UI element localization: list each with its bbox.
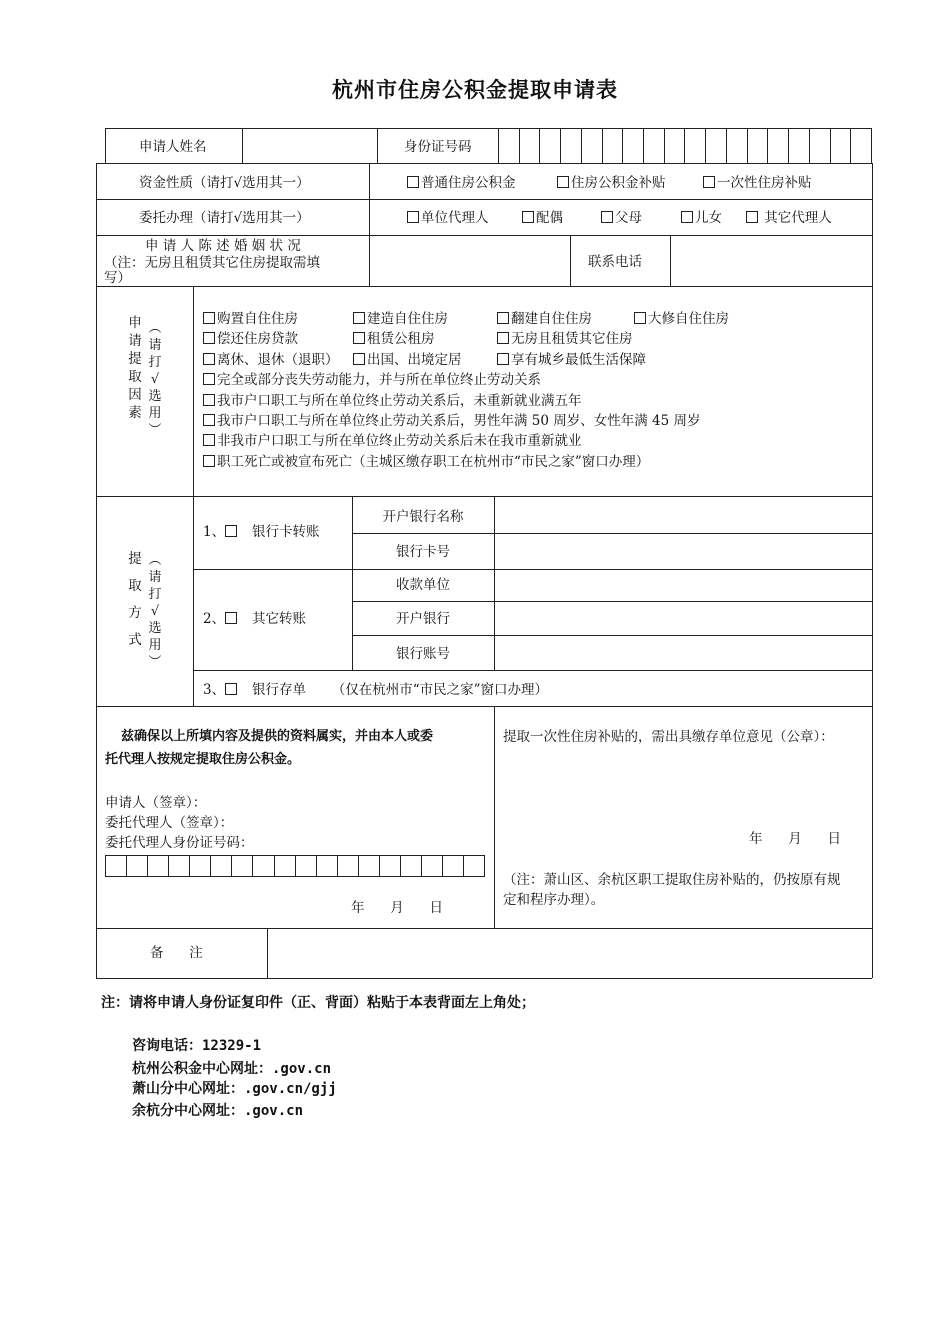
checkbox-icon [557,176,569,188]
reason-option[interactable]: 我市户口职工与所在单位终止劳动关系后，男性年满 50 周岁、女性年满 45 周岁 [203,413,701,429]
reasons-side-note: ︵ 请 打 √ 选 用 ︶ [148,321,162,438]
phone-label: 联系电话 [588,254,642,270]
reason-option[interactable]: 租赁公租房 [353,331,435,347]
fund-type-option-3[interactable]: 一次性住房补贴 [703,175,812,191]
fund-type-option-2[interactable]: 住房公积金补贴 [557,175,666,191]
fund-type-option-1[interactable]: 普通住房公积金 [407,175,516,191]
opening-bank-field[interactable] [496,603,870,633]
subsidy-note-line1: （注：萧山区、余杭区职工提取住房补贴的，仍按原有规 [503,872,841,888]
remarks-label: 备 注 [150,945,203,961]
checkbox-icon [203,414,215,426]
checkbox-icon [497,353,509,365]
reason-option[interactable]: 建造自住住房 [353,311,448,327]
applicant-signature-label: 申请人（签章）： [105,795,207,811]
footer-note: 注：请将申请人身份证复印件（正、背面）粘贴于本表背面左上角处； [101,995,535,1011]
agent-id-label: 委托代理人身份证号码： [105,835,254,851]
phone-field[interactable] [672,237,870,284]
method-side-label: 提 取 方 式 [128,551,142,648]
form-title: 杭州市住房公积金提取申请表 [332,78,618,102]
method-option-bank-card[interactable]: 1、 银行卡转账 [203,524,320,540]
payee-field[interactable] [496,571,870,599]
checkbox-icon [407,211,419,223]
reason-option[interactable]: 完全或部分丧失劳动能力，并与所在单位终止劳动关系 [203,372,541,388]
entrust-option-5[interactable]: 其它代理人 [746,210,832,226]
confirm-text-line2: 托代理人按规定提取住房公积金。 [105,752,301,767]
checkbox-icon [703,176,715,188]
id-number-label: 身份证号码 [404,139,472,155]
checkbox-icon [601,211,613,223]
entrust-option-3[interactable]: 父母 [601,210,642,226]
reason-option[interactable]: 我市户口职工与所在单位终止劳动关系后，未重新就业满五年 [203,393,582,409]
entrust-label: 委托办理（请打√选用其一） [139,210,310,226]
confirm-date: 年 月 日 [351,900,443,916]
checkbox-icon [203,455,215,467]
subsidy-note-line2: 定和程序办理）。 [503,892,605,908]
reason-option[interactable]: 偿还住房贷款 [203,331,298,347]
yh-website: 余杭分中心网址：.gov.cn [132,1103,304,1119]
checkbox-icon [746,211,758,223]
reason-option[interactable]: 翻建自住住房 [497,311,592,327]
bank-name-field[interactable] [496,498,870,531]
agent-signature-label: 委托代理人（签章）： [105,815,234,831]
checkbox-icon [203,332,215,344]
checkbox-icon [203,394,215,406]
checkbox-icon [353,353,365,365]
reason-option[interactable]: 购置自住住房 [203,311,298,327]
applicant-name-label: 申请人姓名 [139,139,207,155]
reason-option[interactable]: 出国、出境定居 [353,352,462,368]
method-option-deposit[interactable]: 3、 银行存单 （仅在杭州市“市民之家”窗口办理） [203,682,549,698]
checkbox-icon [353,332,365,344]
checkbox-icon [203,434,215,446]
bank-card-field[interactable] [496,535,870,567]
entrust-option-2[interactable]: 配偶 [522,210,563,226]
bank-name-label: 开户银行名称 [382,509,464,525]
reason-option[interactable]: 职工死亡或被宣布死亡（主城区缴存职工在杭州市“市民之家”窗口办理） [203,454,649,470]
consult-phone: 咨询电话：12329-1 [132,1038,262,1054]
reason-option[interactable]: 大修自住住房 [634,311,729,327]
entrust-option-1[interactable]: 单位代理人 [407,210,489,226]
xs-website: 萧山分中心网址：.gov.cn/gjj [132,1081,337,1097]
checkbox-icon [203,373,215,385]
marital-label-line2: （注：无房且租赁其它住房提取需填 [104,255,320,271]
checkbox-icon [225,525,237,537]
reason-option[interactable]: 离休、退休（退职） [203,352,339,368]
checkbox-icon [353,312,365,324]
checkbox-icon [497,332,509,344]
bank-card-label: 银行卡号 [396,544,450,560]
reason-option[interactable]: 享有城乡最低生活保障 [497,352,646,368]
opening-bank-label: 开户银行 [396,611,450,627]
payee-label: 收款单位 [396,577,450,593]
agent-id-boxes[interactable] [105,855,485,877]
hz-website: 杭州公积金中心网址：.gov.cn [132,1061,332,1077]
checkbox-icon [225,683,237,695]
fund-type-label: 资金性质（请打√选用其一） [139,175,310,191]
confirm-text-line1: 兹确保以上所填内容及提供的资料属实，并由本人或委 [121,729,434,744]
checkbox-icon [225,612,237,624]
method-option-other-transfer[interactable]: 2、 其它转账 [203,611,306,627]
marital-status-field[interactable] [371,237,568,284]
checkbox-icon [634,312,646,324]
reasons-side-label: 申 请 提 取 因 素 [128,315,142,421]
marital-label-line3: 写） [104,270,131,286]
checkbox-icon [522,211,534,223]
checkbox-icon [203,312,215,324]
entrust-option-4[interactable]: 儿女 [681,210,722,226]
checkbox-icon [497,312,509,324]
applicant-name-field[interactable] [244,130,375,161]
reason-option[interactable]: 无房且租赁其它住房 [497,331,633,347]
checkbox-icon [681,211,693,223]
remarks-field[interactable] [269,930,870,976]
account-number-field[interactable] [496,637,870,668]
marital-label-line1: 申 请 人 陈 述 婚 姻 状 况 [145,238,301,254]
account-number-label: 银行账号 [396,646,450,662]
subsidy-date: 年 月 日 [749,831,841,847]
method-side-note: ︵ 请 打 √ 选 用 ︶ [148,553,162,670]
checkbox-icon [203,353,215,365]
subsidy-text: 提取一次性住房补贴的，需出具缴存单位意见（公章）： [503,729,834,745]
checkbox-icon [407,176,419,188]
id-number-field[interactable] [500,130,870,161]
reason-option[interactable]: 非我市户口职工与所在单位终止劳动关系后未在我市重新就业 [203,433,582,449]
